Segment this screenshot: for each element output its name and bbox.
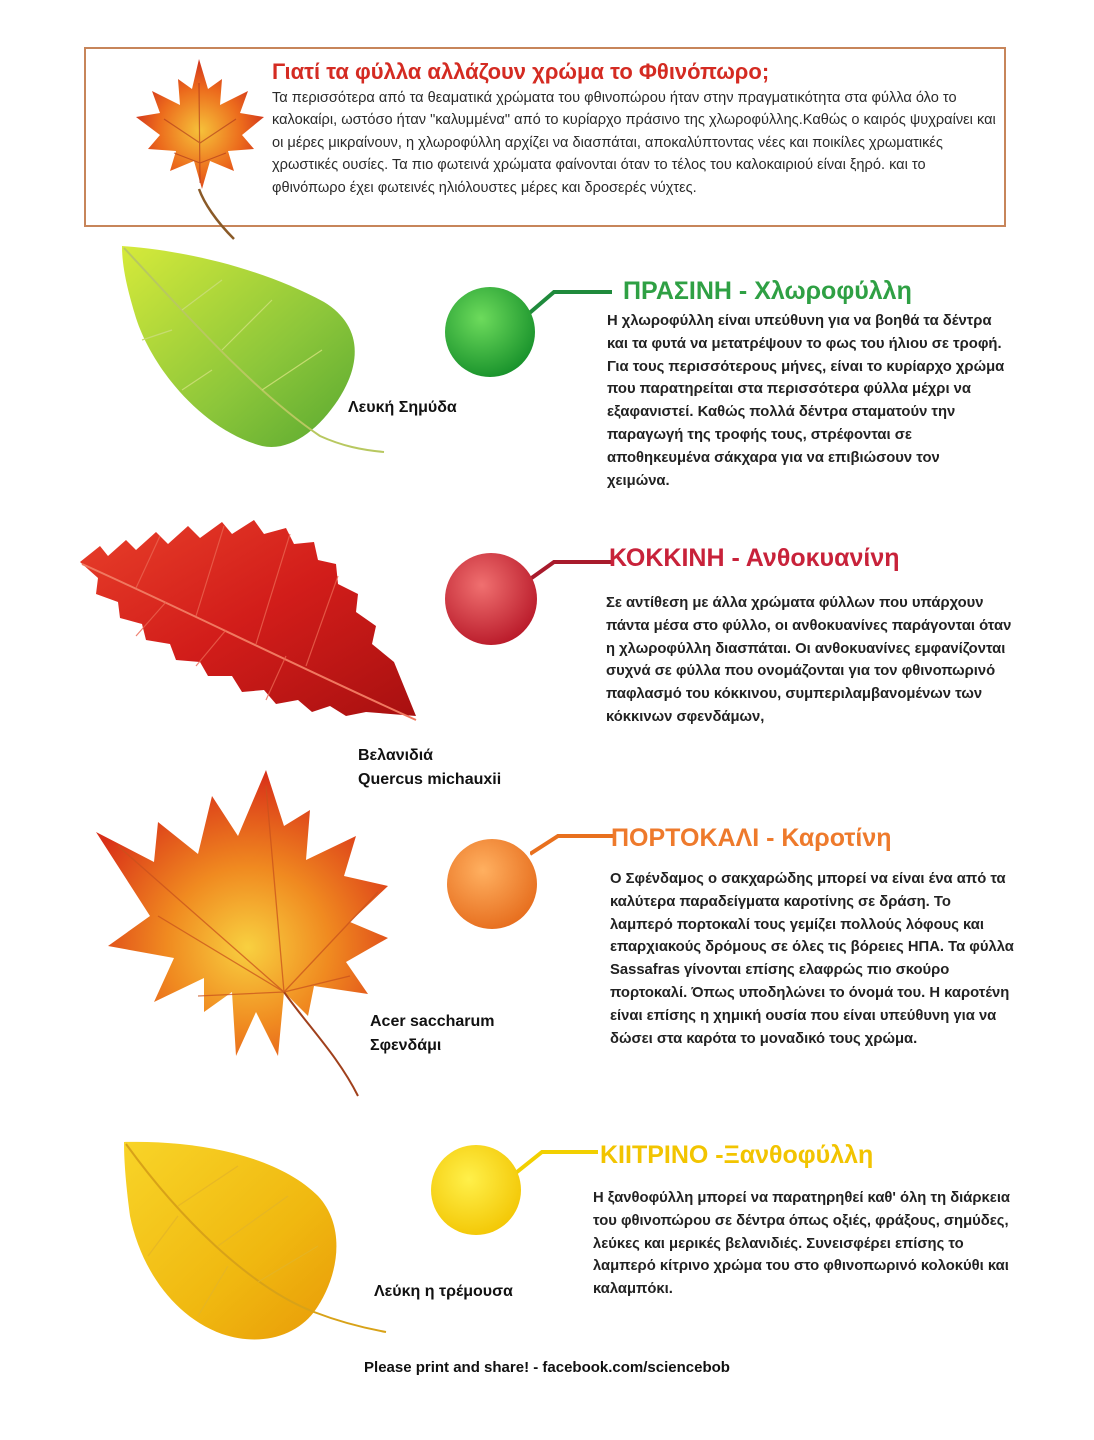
red-pigment-title: ΚΟΚΚΙΝΗ - Ανθοκυανίνη [609,544,900,572]
orange-pigment-description: Ο Σφένδαμος ο σακχαρώδης μπορεί να είναι ένα από τα καλύτερα παραδείγματα καροτίνης σε δράση. Το λαμπερό πορτοκαλί τους γεμίζει πολλούς λόφους και επαρχιακούς δρόμους σε όλες τις βόρειες ΗΠΑ. Τα φύλλα Sassafras γίνονται επίσης ελαφρώς πιο σκούρο πορτοκαλί. Όπως υποδηλώνει το όνομά του. Η καροτένη είναι επίσης η χημική ουσία που είναι υπεύθυνη για να δώσει στα καρότα το μοναδικό τους χρώμα. [610,871,1014,1047]
leaf-caption-aspen: Λεύκη η τρέμουσα [374,1283,513,1300]
orange-pigment-ball [446,838,538,930]
red-pigment-ball [444,552,538,646]
yellow-pigment-description: Η ξανθοφύλλη μπορεί να παρατηρηθεί καθ' όλη τη διάρκεια του φθινοπώρου σε δέντρα όπως οξιές, φράξους, σημύδες, λεύκες και μερικές βελανιδιές. Συνεισφέρει επίσης το λαμπερό κίτρινο χρώμα του στο φθινοπωρινό κολοκύθι και καλαμπόκι. [593,1190,1011,1298]
red-connector [526,550,612,584]
yellow-connector [512,1142,598,1178]
red-pigment-description: Σε αντίθεση με άλλα χρώματα φύλλων που υπάρχουν πάντα μέσα στο φύλλο, οι ανθοκυανίνες παράγονται όταν η χλωροφύλλη διασπάται. Οι ανθοκυανίνες εμφανίζονται συχνά σε φύλλα που ονομάζονται για τον φθινοπωρινό παφλασμό του κόκκινου, συμπεριλαμβανομένων των κόκκινων σφενδάμων, [606,595,1012,725]
green-pigment-ball [444,286,536,378]
leaf-caption-birch: Λευκή Σημύδα [348,399,457,416]
green-connector [526,282,612,318]
birch-leaf-image [112,240,402,465]
leaf-caption-maple: Acer saccharum Σφενδάμι [370,1013,495,1054]
orange-connector [530,822,616,856]
aspen-leaf-image [118,1136,390,1348]
leaf-caption-oak: Βελανιδιά Quercus michauxii [358,747,502,788]
orange-pigment-title: ΠΟΡΤΟΚΑΛΙ - Καροτίνη [611,824,892,852]
page-title: Γιατί τα φύλλα αλλάζουν χρώμα το Φθινόπωρο; [272,59,770,84]
intro-text: Τα περισσότερα από τα θεαματικά χρώματα του φθινοπώρου ήταν στην πραγματικότητα στα φύλλα όλο το καλοκαίρι, ωστόσο ήταν "καλυμμένα" από το κυρίαρχο πράσινο της χλωροφύλλης.Καθώς ο καιρός ψυχραίνει και οι μέρες μικραίνουν, η χλωροφύλλη αρχίζει να διασπάται, αποκαλύπτοντας νέες και ποικίλες χρωματικές χρωστικές ουσίες. Τα πιο φωτεινά χρώματα φαίνονται όταν το τέλος του καλοκαιριού είναι ξηρό. και το φθινόπωρο έχει φωτεινές ηλιόλουστες μέρες και δροσερές νύχτες. [272,90,996,196]
footer-share-text: Please print and share! - facebook.com/sciencebob [364,1359,730,1376]
green-pigment-description: Η χλωροφύλλη είναι υπεύθυνη για να βοηθά τα δέντρα και τα φυτά να μετατρέψουν το φως του ήλιου σε τροφή. Για τους περισσότερους μήνες, είναι το κυρίαρχο χρώμα που παρατηρείται στα περισσότερα φύλλα μέχρι να εξαφανιστεί. Καθώς πολλά δέντρα σταματούν την παραγωγή της τροφής τους, στρέφονται σε αποθηκευμένα σάκχαρα για να επιβιώσουν τον χειμώνα. [607,313,1005,489]
yellow-pigment-ball [430,1144,522,1236]
green-pigment-title: ΠΡΑΣΙΝΗ - Χλωροφύλλη [623,277,912,305]
yellow-pigment-title: ΚΙΙΤΡΙΝΟ -Ξανθοφύλλη [600,1141,874,1169]
oak-leaf-image [76,516,426,736]
maple-leaf-icon [124,53,274,243]
intro-box [84,47,1006,227]
